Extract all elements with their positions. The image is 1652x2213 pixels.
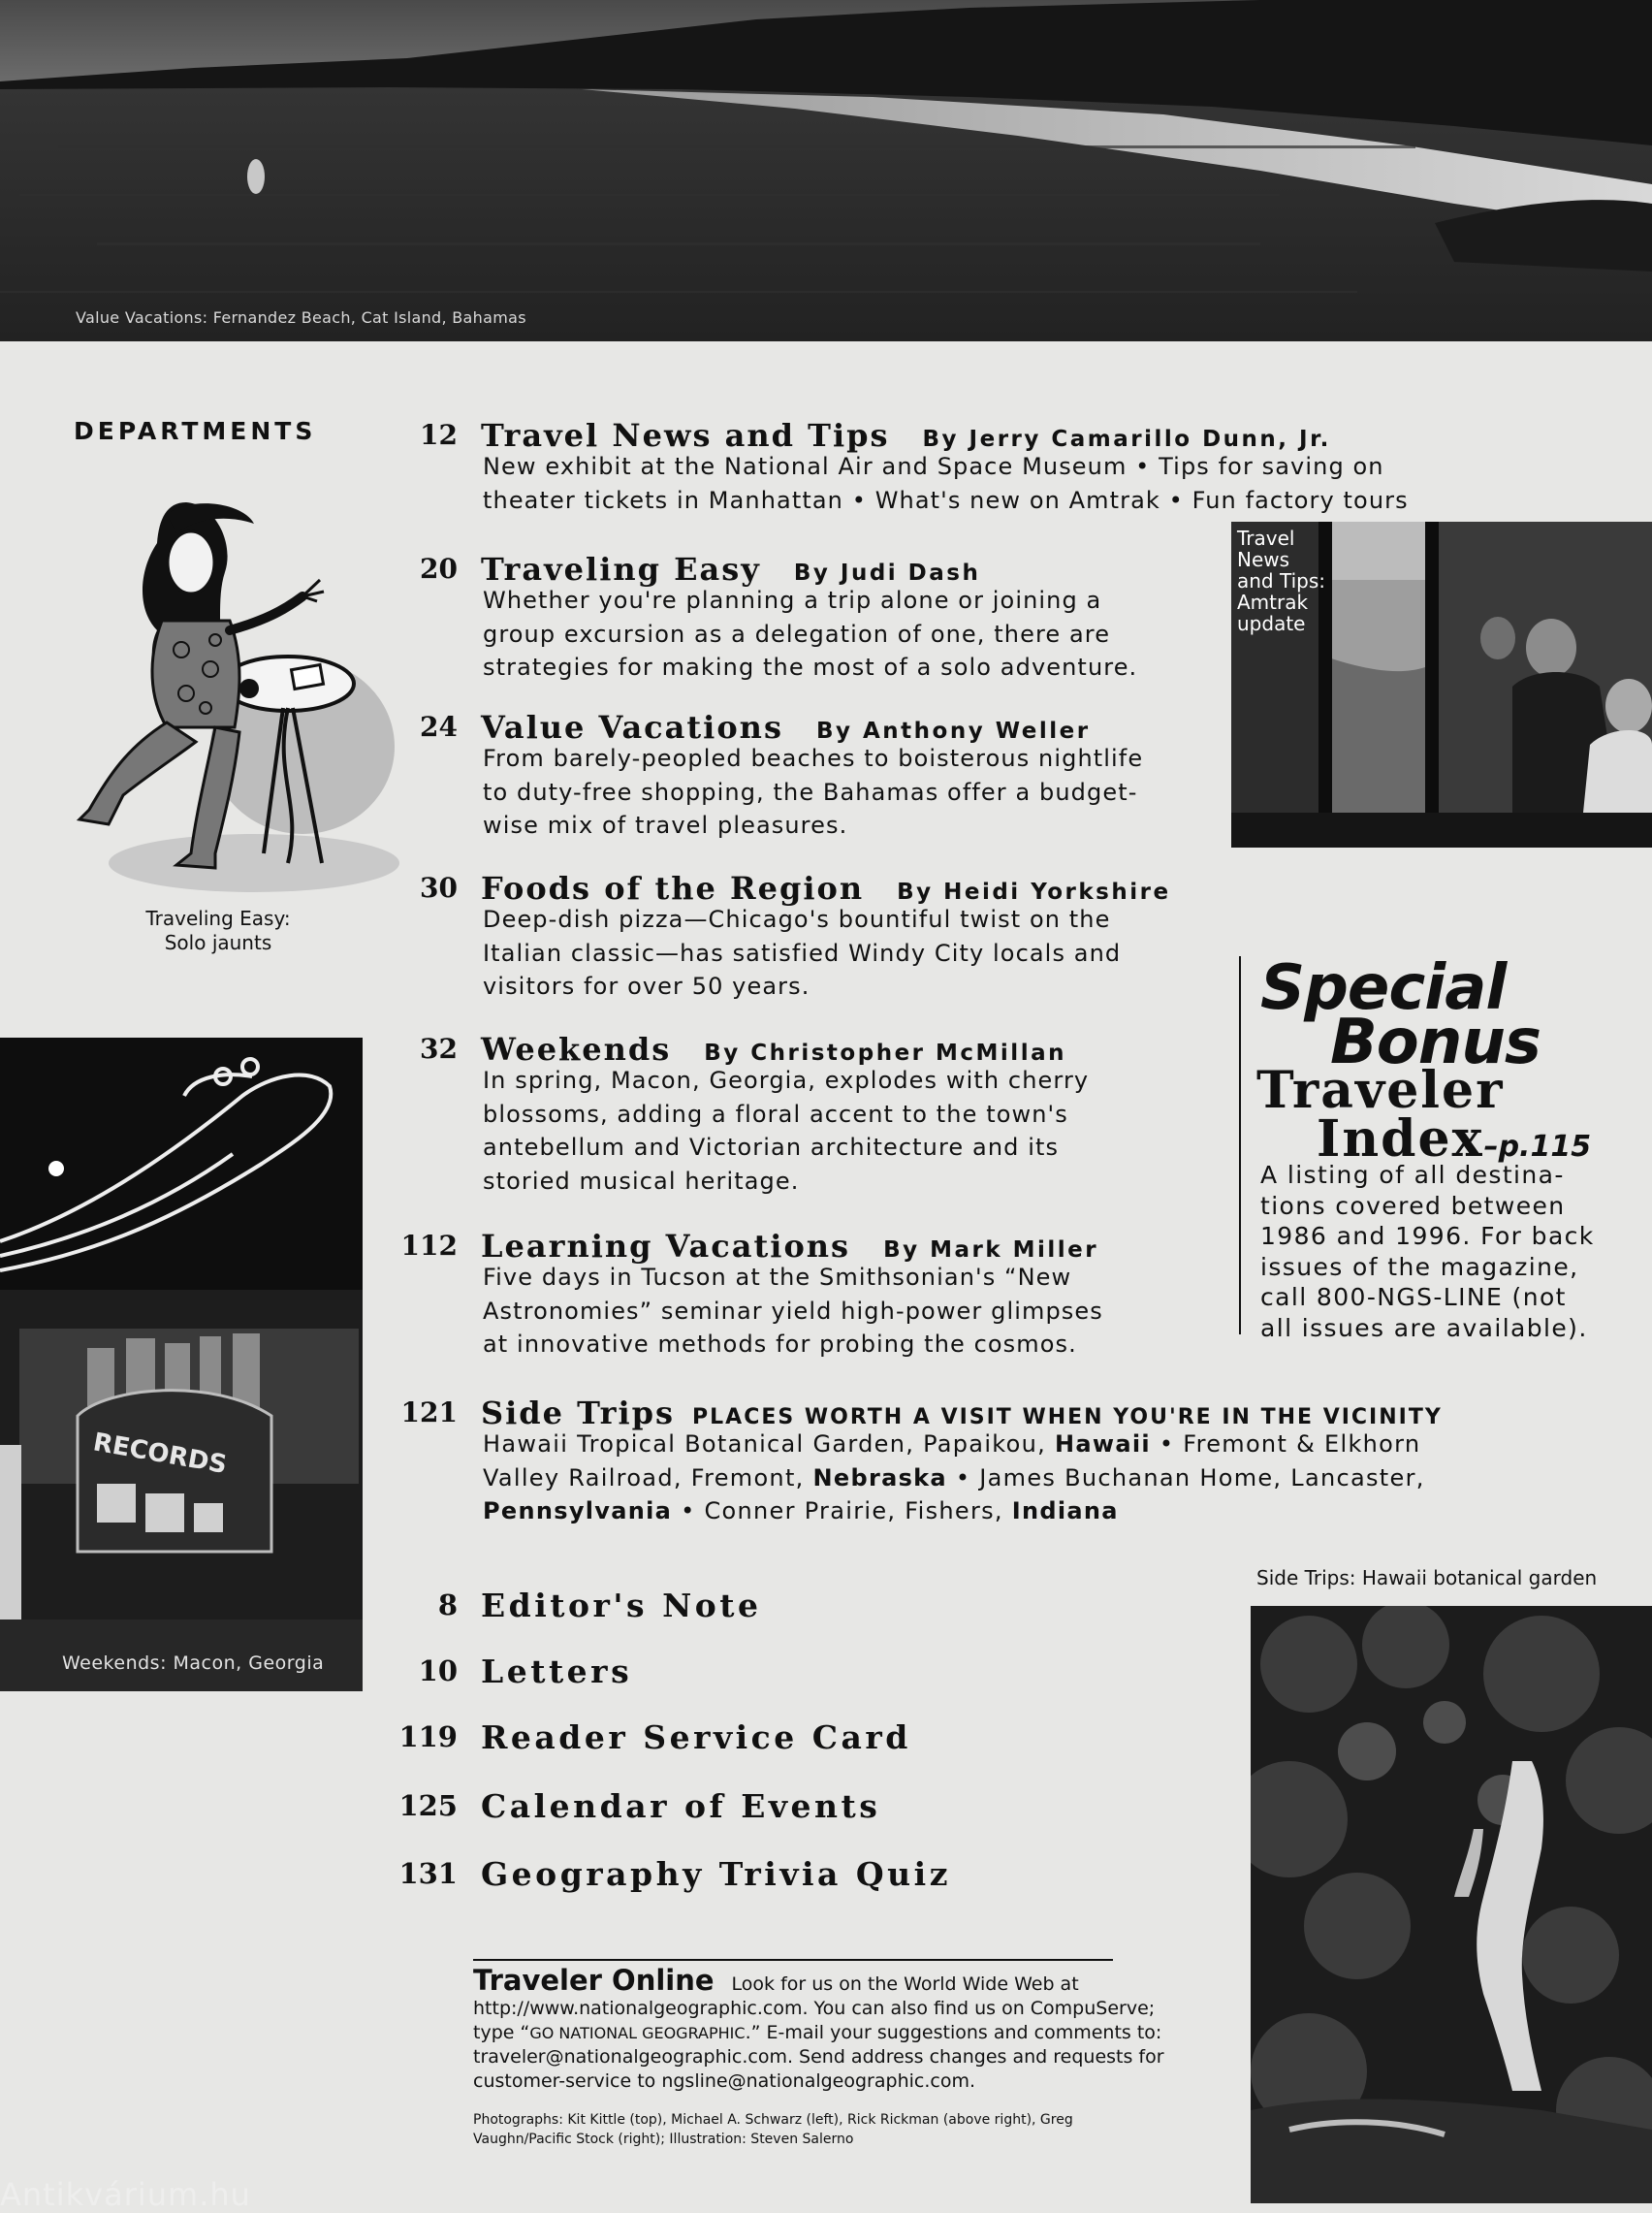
entry-description-line: group excursion as a delegation of one, there are xyxy=(483,620,1111,648)
entry-description-line: From barely-peopled beaches to boisterous nightlife xyxy=(483,745,1144,772)
left-photo-caption: Weekends: Macon, Georgia xyxy=(62,1652,325,1674)
entry-title: Editor's Note xyxy=(481,1587,762,1624)
entry-description-line: blossoms, adding a floral accent to the town's xyxy=(483,1100,1068,1128)
entry-description-line: visitors for over 50 years. xyxy=(483,973,810,1000)
bonus-page-ref: –p.115 xyxy=(1483,1130,1592,1164)
entry-description-line: wise mix of travel pleasures. xyxy=(483,812,848,839)
entry-byline: By Mark Miller xyxy=(883,1237,1099,1263)
entry-title: Weekends xyxy=(481,1031,672,1068)
entry-description-line: In spring, Macon, Georgia, explodes with cherry xyxy=(483,1067,1090,1094)
entry-title: Letters xyxy=(481,1652,633,1690)
bonus-heading-traveler: Traveler xyxy=(1256,1061,1505,1120)
hawaii-waterfall-photo xyxy=(1251,1606,1652,2203)
side-trips-line: Valley Railroad, Fremont, Nebraska • James Buchanan Home, Lancaster, xyxy=(483,1463,1425,1491)
solo-traveler-illustration xyxy=(70,485,409,902)
entry-description-line: New exhibit at the National Air and Space Museum • Tips for saving on xyxy=(483,453,1384,480)
entry-title: Calendar of Events xyxy=(481,1787,881,1825)
waterfall-photo-caption: Side Trips: Hawaii botanical garden xyxy=(1256,1566,1598,1589)
side-trips-line: Hawaii Tropical Botanical Garden, Papaikou, Hawaii • Fremont & Elkhorn xyxy=(483,1430,1421,1458)
bonus-heading-bonus: Bonus xyxy=(1330,1007,1541,1078)
page-number: 119 xyxy=(398,1720,458,1753)
macon-records-store-photo xyxy=(0,1038,363,1691)
online-service-line[interactable]: customer-service to ngsline@nationalgeographic.com. xyxy=(473,2070,975,2092)
page-number: 112 xyxy=(400,1230,458,1262)
page-number: 8 xyxy=(437,1588,458,1621)
page-number: 131 xyxy=(398,1857,458,1890)
entry-title: Learning Vacations xyxy=(481,1228,851,1265)
entry-description-line: Deep-dish pizza—Chicago's bountiful twist on the xyxy=(483,906,1111,933)
entry-description-line: antebellum and Victorian architecture and its xyxy=(483,1134,1060,1161)
entry-subtitle: PLACES WORTH A VISIT WHEN YOU'RE IN THE VICINITY xyxy=(692,1405,1443,1429)
page-number: 10 xyxy=(418,1654,458,1687)
entry-description-line: Italian classic—has satisfied Windy City locals and xyxy=(483,939,1122,967)
page-number: 20 xyxy=(420,553,458,585)
photo-credits: Photographs: Kit Kittle (top), Michael A. Schwarz (left), Rick Rickman (above right), Greg Vaughn/Pacific Stock (right); Illustration: Steven Salerno xyxy=(473,2112,1073,2147)
entry-title: Traveling Easy xyxy=(481,551,761,588)
entry-byline: By Jerry Camarillo Dunn, Jr. xyxy=(922,427,1331,452)
entry-byline: By Heidi Yorkshire xyxy=(897,880,1171,905)
entry-description-line: Five days in Tucson at the Smithsonian's “New xyxy=(483,1264,1072,1291)
online-email-line[interactable]: traveler@nationalgeographic.com. Send address changes and requests for xyxy=(473,2046,1164,2068)
top-beach-photo xyxy=(0,0,1652,341)
side-trips-line: Pennsylvania • Conner Prairie, Fishers, Indiana xyxy=(483,1497,1119,1524)
records-sign: RECORDS xyxy=(90,1427,230,1481)
online-title: Traveler Online xyxy=(473,1964,715,1997)
entry-title: Travel News and Tips xyxy=(481,417,890,454)
entry-title: Geography Trivia Quiz xyxy=(481,1855,951,1893)
page-number: 121 xyxy=(400,1396,458,1428)
entry-title: Reader Service Card xyxy=(481,1718,911,1756)
entry-byline: By Christopher McMillan xyxy=(704,1041,1066,1066)
entry-description-line: strategies for making the most of a solo adventure. xyxy=(483,654,1138,681)
entry-description-line: storied musical heritage. xyxy=(483,1167,800,1195)
page-number: 30 xyxy=(420,872,458,904)
online-web-line[interactable]: http://www.nationalgeographic.com. You can also find us on CompuServe; xyxy=(473,1998,1156,2019)
entry-title: Foods of the Region xyxy=(481,870,865,907)
entry-byline: By Anthony Weller xyxy=(815,719,1091,744)
page-number: 32 xyxy=(420,1033,458,1065)
traveler-online-box: Traveler Online Look for us on the World Wide Web at http://www.nationalgeographic.com. You can also find us on CompuServe; type “GO NATIONAL GEOGRAPHIC.” E-mail your suggestions and comments to: traveler@nationalgeographic.com. Send address changes and requests for customer-service to ngsline@nationalgeographic.com. xyxy=(473,1969,1210,2094)
entry-description-line: at innovative methods for probing the cosmos. xyxy=(483,1331,1077,1358)
page-number: 12 xyxy=(420,419,458,451)
bonus-heading-special: Special xyxy=(1260,952,1507,1024)
bonus-heading-index[interactable]: Index–p.115 xyxy=(1317,1109,1592,1169)
illustration-caption: Traveling Easy: Solo jaunts xyxy=(145,907,291,954)
entry-title: Value Vacations xyxy=(481,709,783,746)
entry-description-line: Astronomies” seminar yield high-power glimpses xyxy=(483,1297,1103,1325)
entry-description-line: theater tickets in Manhattan • What's new on Amtrak • Fun factory tours xyxy=(483,486,1409,514)
bonus-description: A listing of all destina- tions covered between 1986 and 1996. For back issues of the magazine, call 800-NGS-LINE (not all issues are available). xyxy=(1260,1161,1595,1342)
entry-description-line: to duty-free shopping, the Bahamas offer a budget- xyxy=(483,778,1138,806)
entry-title: Side Trips xyxy=(481,1395,676,1431)
amtrak-photo-caption: Travel News and Tips: Amtrak update xyxy=(1237,527,1325,635)
entry-description-line: Whether you're planning a trip alone or joining a xyxy=(483,587,1102,614)
departments-heading: DEPARTMENTS xyxy=(74,417,317,445)
page-number: 125 xyxy=(398,1789,458,1822)
watermark: Antikvárium.hu xyxy=(0,2176,251,2213)
bonus-rule xyxy=(1239,956,1241,1334)
top-photo-caption: Value Vacations: Fernandez Beach, Cat Island, Bahamas xyxy=(76,308,526,327)
entry-byline: By Judi Dash xyxy=(793,561,981,586)
page-number: 24 xyxy=(420,711,458,743)
online-rule xyxy=(473,1959,1113,1961)
